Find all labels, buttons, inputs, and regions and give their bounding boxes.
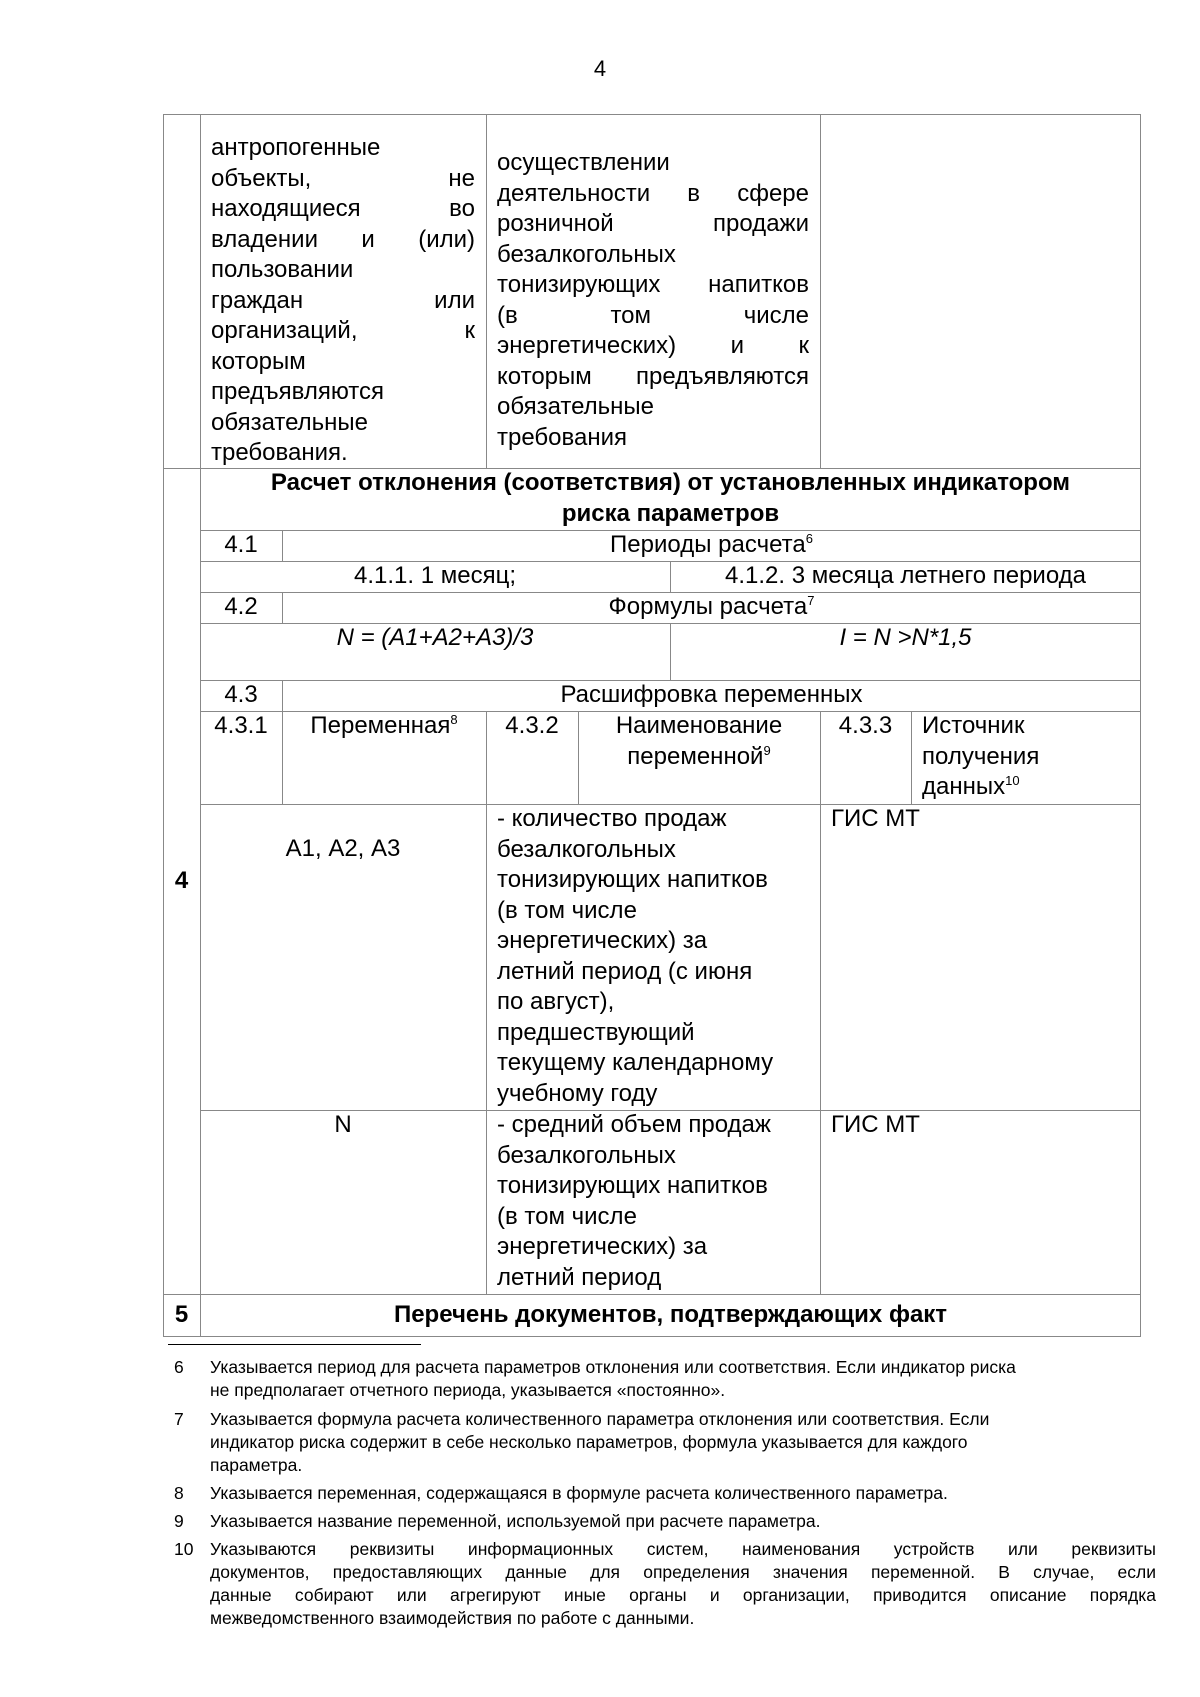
footnote-10-num: 10	[174, 1539, 194, 1559]
r41-label: Периоды расчета$^6$	[610, 531, 813, 558]
r42-num: 4.2	[224, 593, 258, 620]
variable-header: Переменная$^8$	[310, 712, 458, 739]
r41-num: 4.1	[224, 531, 258, 558]
variable-n: N	[334, 1111, 352, 1138]
footnote-10: Указываются реквизиты информационных систем, наименования устройств или реквизиты документов, предоставляющих данные для определения значения переменной. В случае, если данные собирают или агрегируют иные органы и организации, приводится описание порядка межведомственного взаимодействия по работе с данными.	[210, 1539, 1156, 1628]
formula-indicator: I = N >N*1,5	[839, 624, 972, 651]
page-number: 4	[593, 56, 607, 81]
footnote-separator	[168, 1344, 421, 1345]
footnote-9-num: 9	[174, 1511, 184, 1531]
r43-num: 4.3	[224, 681, 258, 708]
footnote-7-num: 7	[174, 1409, 184, 1429]
activity-text: осуществлении деятельности в сфере розничной продажи безалкогольных тонизирующих напитков (в том числе энергетических) и к которым предъявляются обязательные требования	[497, 149, 809, 451]
variable-a1-a2-a3: А1, А2, А3	[285, 835, 401, 862]
r43-label: Расшифровка переменных	[560, 681, 863, 708]
r42-label: Формулы расчета$^7$	[608, 593, 815, 620]
cell-cont-empty	[820, 114, 1141, 468]
h431-num: 4.3.1	[214, 712, 268, 739]
section5-title: Перечень документов, подтверждающих факт	[393, 1301, 948, 1328]
cell-src1	[820, 804, 1141, 1110]
footnote-8: Указывается переменная, содержащаяся в формуле расчета количественного параметра.	[210, 1483, 948, 1503]
footnote-6: Указывается период для расчета параметров отклонения или соответствия. Если индикатор риска не предполагает отчетного периода, указывается «постоянно».	[210, 1357, 1016, 1400]
cell-cont-num	[163, 114, 200, 468]
name-header: Наименование переменной$^9$	[615, 712, 783, 770]
source-gis-mt-1: ГИС МТ	[831, 805, 920, 832]
footnote-6-num: 6	[174, 1357, 184, 1377]
source-header: Источник получения данных$^{10}$	[922, 712, 1040, 800]
h432-num: 4.3.2	[505, 712, 559, 739]
desc-sales-count: - количество продаж безалкогольных тонизирующих напитков (в том числе энергетических) за летний период (с июня по август), предшествующий текущему календарному учебному году	[497, 805, 774, 1107]
footnote-8-num: 8	[174, 1483, 184, 1503]
desc-average-volume: - средний объем продаж безалкогольных тонизирующих напитков (в том числе энергетических) за летний период	[497, 1111, 771, 1291]
section4-number: 4	[174, 867, 189, 894]
objects-text: антропогенные объекты, не находящиеся во владении и (или) пользовании граждан или организаций, к которым предъявляются обязательные требования.	[211, 134, 475, 466]
footnote-7: Указывается формула расчета количественного параметра отклонения или соответствия. Если индикатор риска содержит в себе несколько параметров, формула указывается для каждого параметра.	[210, 1409, 990, 1475]
h433-num: 4.3.3	[838, 712, 893, 739]
period-3-months: 4.1.2. 3 месяца летнего периода	[725, 562, 1086, 589]
formula-average: N = (A1+A2+A3)/3	[336, 624, 534, 651]
section4-title: Расчет отклонения (соответствия) от установленных индикатором риска параметров	[270, 469, 1071, 527]
section5-number: 5	[174, 1301, 189, 1328]
source-gis-mt-2: ГИС МТ	[831, 1111, 920, 1138]
footnote-9: Указывается название переменной, используемой при расчете параметра.	[210, 1511, 821, 1531]
period-1-month: 4.1.1. 1 месяц;	[354, 562, 516, 589]
